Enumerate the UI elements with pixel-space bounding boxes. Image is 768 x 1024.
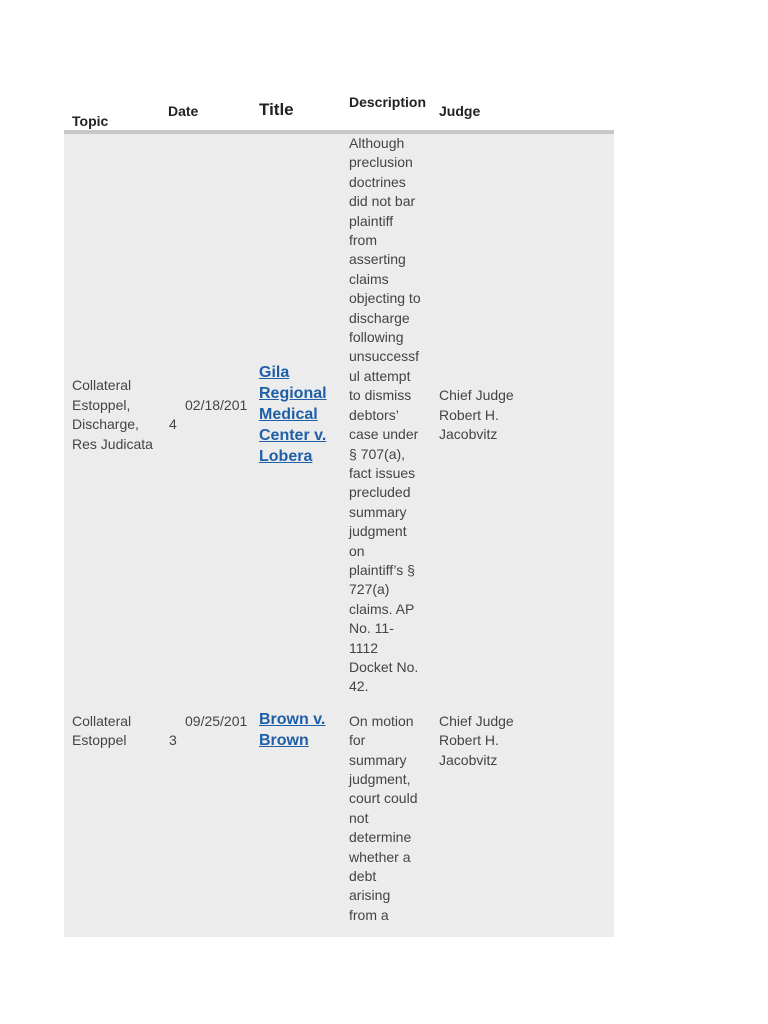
case-title-link[interactable]: Gila Regional Medical Center v. Lobera [259, 364, 327, 465]
date-cell: 09/25/2013 [169, 712, 248, 748]
title-cell [249, 709, 339, 752]
column-header-description[interactable]: Description [349, 94, 427, 110]
date-cell: 02/18/2014 [169, 397, 248, 433]
topic-cell: Collateral Estoppel [72, 712, 132, 749]
rulings-table [64, 88, 614, 937]
column-header-date[interactable]: Date [168, 103, 199, 119]
case-title-link[interactable]: Brown v. Brown [259, 710, 326, 749]
column-header-title[interactable]: Title [259, 100, 294, 119]
topic-cell: Collateral Estoppel, Discharge, Res Judicata [72, 377, 153, 452]
judge-cell: Chief Judge Robert H. Jacobvitz [439, 387, 514, 443]
table-header [64, 88, 614, 134]
judge-cell: Chief Judge Robert H. Jacobvitz [439, 712, 514, 768]
table-row [64, 134, 614, 709]
description-cell [339, 709, 429, 925]
table-row [64, 709, 614, 937]
column-header-judge[interactable]: Judge [439, 103, 481, 119]
column-header-topic[interactable]: Topic [72, 113, 109, 129]
description-text: On motion for summary judgment, court could not determine whether a debt arising from a [349, 712, 418, 923]
description-text: Although preclusion doctrines did not bar plaintiff from asserting claims objecting to discharge following unsuccessful attempt to dismiss debtors’ case under § 707(a), fact issues precluded summary judgment on plaintiff’s § 727(a) claims. AP No. 11-1112 Docket No. 42. [349, 135, 421, 695]
title-cell [249, 363, 339, 467]
description-cell [339, 134, 429, 697]
table-body [64, 134, 614, 937]
